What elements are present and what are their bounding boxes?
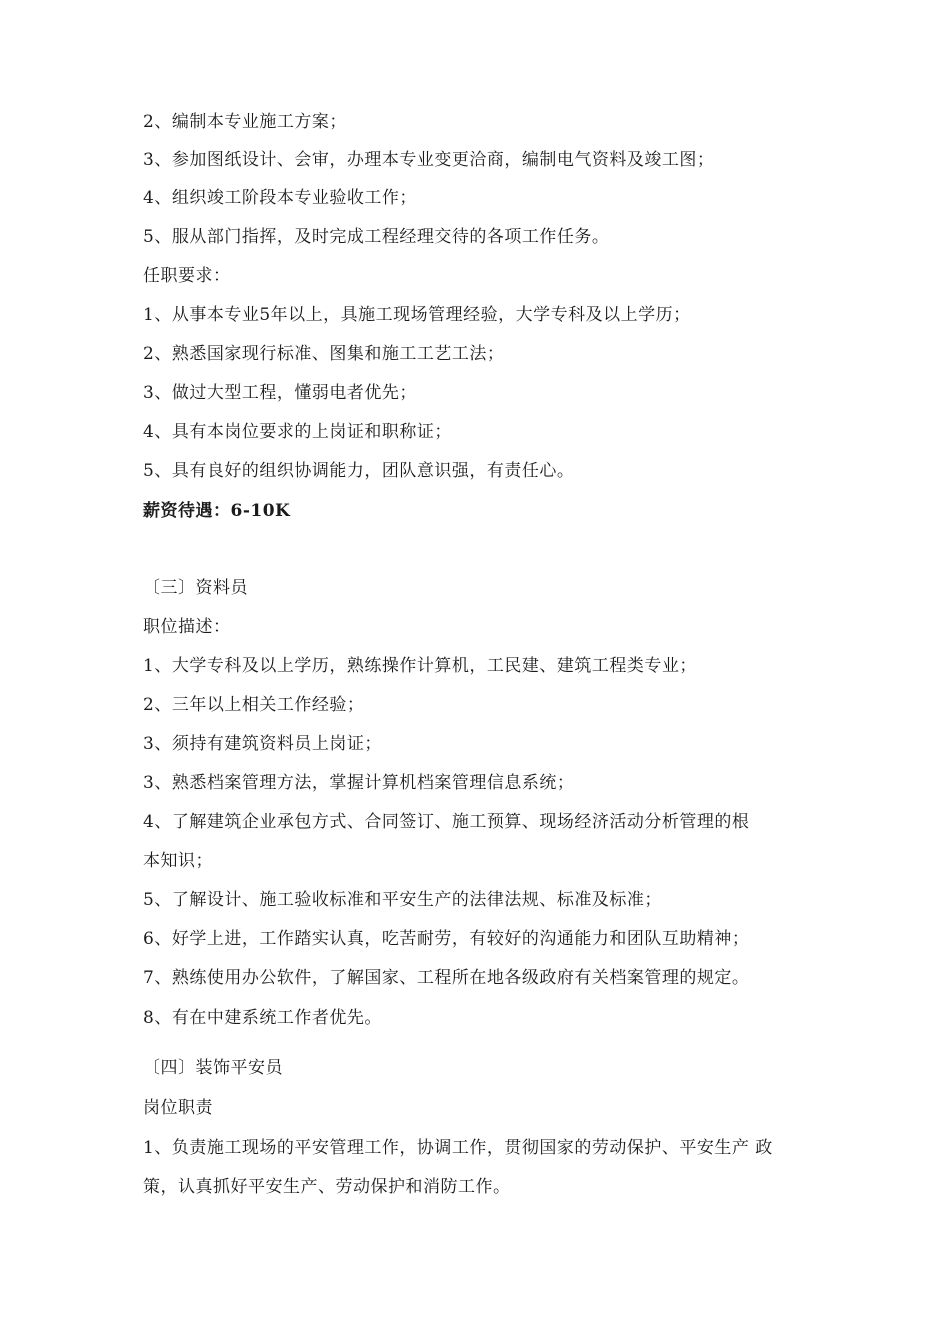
list-item: 5、具有良好的组织协调能力，团队意识强，有责任心。 <box>143 461 575 481</box>
list-item: 4、具有本岗位要求的上岗证和职称证； <box>143 422 452 442</box>
list-item: 1、大学专科及以上学历，熟练操作计算机，工民建、建筑工程类专业； <box>143 656 697 676</box>
list-item: 1、负责施工现场的平安管理工作，协调工作，贯彻国家的劳动保护、平安生产 政 <box>143 1138 773 1158</box>
list-item: 2、编制本专业施工方案； <box>143 112 347 132</box>
document-page <box>143 0 843 1344</box>
list-item: 5、服从部门指挥，及时完成工程经理交待的各项工作任务。 <box>143 227 610 247</box>
section-subheading: 职位描述： <box>143 617 231 637</box>
list-item-continuation: 策，认真抓好平安生产、劳动保护和消防工作。 <box>143 1177 511 1197</box>
list-item: 8、有在中建系统工作者优先。 <box>143 1008 382 1028</box>
list-item: 3、熟悉档案管理方法，掌握计算机档案管理信息系统； <box>143 773 575 793</box>
list-item: 3、做过大型工程，懂弱电者优先； <box>143 383 417 403</box>
list-item: 6、好学上进，工作踏实认真，吃苦耐劳，有较好的沟通能力和团队互助精神； <box>143 929 750 949</box>
section-subheading: 岗位职责 <box>143 1098 213 1118</box>
section-title: 〔三〕资料员 <box>143 578 248 598</box>
section-title: 〔四〕装饰平安员 <box>143 1058 283 1078</box>
list-item: 4、组织竣工阶段本专业验收工作； <box>143 188 417 208</box>
list-item: 2、三年以上相关工作经验； <box>143 695 365 715</box>
list-item: 3、参加图纸设计、会审，办理本专业变更洽商，编制电气资料及竣工图； <box>143 150 715 170</box>
list-item: 3、须持有建筑资料员上岗证； <box>143 734 382 754</box>
requirements-heading: 任职要求： <box>143 266 231 286</box>
list-item: 2、熟悉国家现行标准、图集和施工工艺工法； <box>143 344 505 364</box>
list-item: 1、从事本专业5年以上，具施工现场管理经验，大学专科及以上学历； <box>143 305 691 325</box>
list-item: 5、了解设计、施工验收标准和平安生产的法律法规、标准及标准； <box>143 890 662 910</box>
list-item-continuation: 本知识； <box>143 851 213 871</box>
list-item: 4、了解建筑企业承包方式、合同签订、施工预算、现场经济活动分析管理的根 <box>143 812 750 832</box>
salary-line: 薪资待遇：6-10K <box>143 501 291 521</box>
list-item: 7、熟练使用办公软件，了解国家、工程所在地各级政府有关档案管理的规定。 <box>143 968 750 988</box>
